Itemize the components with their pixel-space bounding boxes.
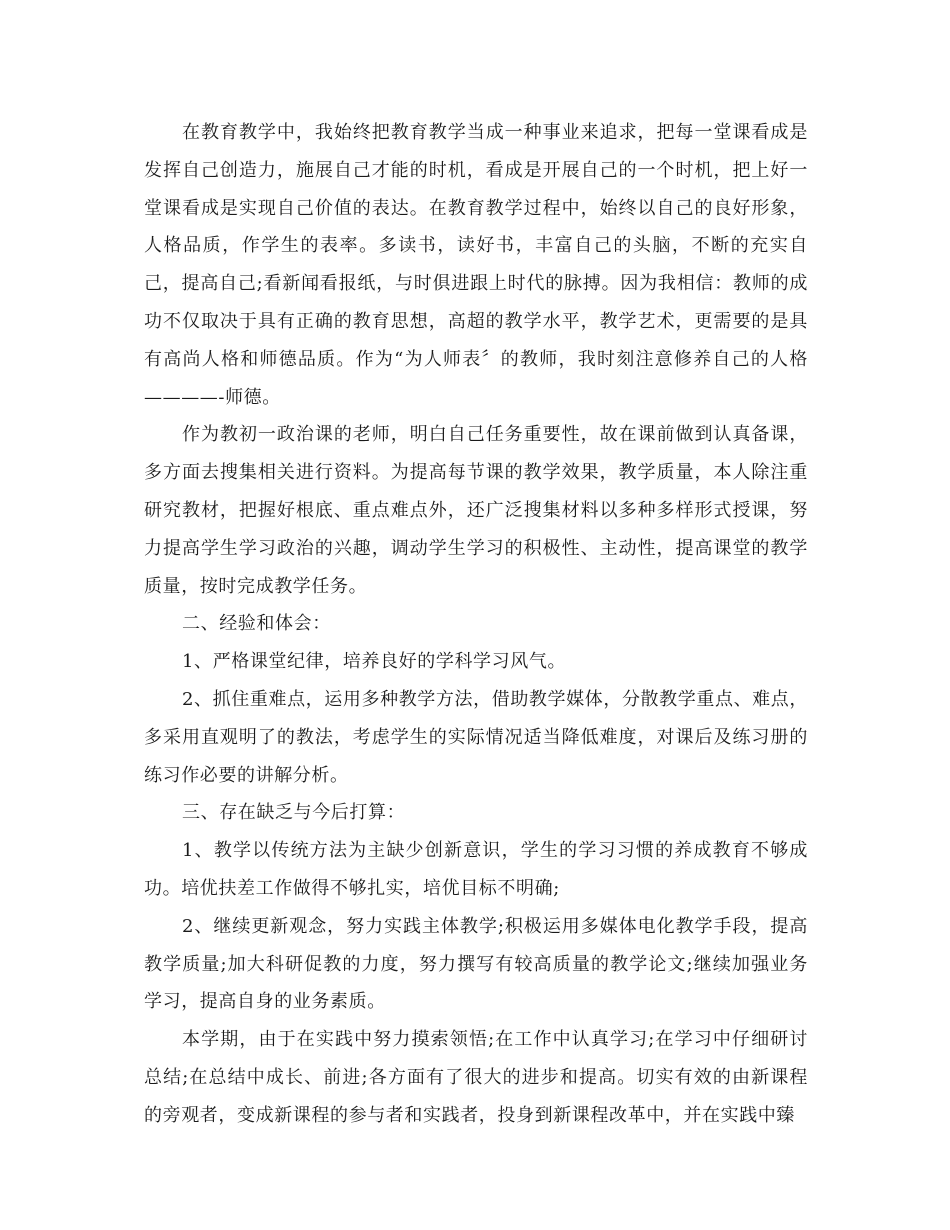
paragraph-semester-summary: 本学期，由于在实践中努力摸索领悟;在工作中认真学习;在学习中仔细研讨总结;在总结中成长、前进;各方面有了很大的进步和提高。切实有效的由新课程的旁观者，变成新课程的参与者和实践者，投身到新课程改革中，并在实践中臻 [144, 1029, 808, 1126]
list-item-plan-2: 2、继续更新观念，努力实践主体教学;积极运用多媒体电化教学手段，提高教学质量;加大科研促教的力度，努力撰写有较高质量的教学论文;继续加强业务学习，提高自身的业务素质。 [144, 915, 808, 1013]
list-item-experience-2: 2、抓住重难点，运用多种教学方法，借助教学媒体，分散教学重点、难点，多采用直观明了的教法，考虑学生的实际情况适当降低难度，对课后及练习册的练习作必要的讲解分析。 [144, 688, 808, 786]
heading-shortcomings-plans: 三、存在缺乏与今后打算： [182, 802, 406, 824]
heading-experience: 二、经验和体会： [182, 613, 331, 635]
paragraph-politics-class: 作为教初一政治课的老师，明白自己任务重要性，故在课前做到认真备课，多方面去搜集相关进行资料。为提高每节课的教学效果，教学质量，本人除注重研究教材，把握好根底、重点难点外，还广泛搜集材料以多种多样形式授课，努力提高学生学习政治的兴趣，调动学生学习的积极性、主动性，提高课堂的教学质量，按时完成教学任务。 [144, 424, 808, 597]
list-item-experience-1: 1、严格课堂纪律，培养良好的学科学习风气。 [182, 651, 567, 673]
list-item-shortcoming-1: 1、教学以传统方法为主缺少创新意识，学生的学习习惯的养成教育不够成功。培优扶差工作做得不够扎实，培优目标不明确; [144, 840, 808, 899]
paragraph-teaching-philosophy: 在教育教学中，我始终把教育教学当成一种事业来追求，把每一堂课看成是发挥自己创造力，施展自己才能的时机，看成是开展自己的一个时机，把上好一堂课看成是实现自己价值的表达。在教育教学过程中，始终以自己的良好形象，人格品质，作学生的表率。多读书，读好书，丰富自己的头脑，不断的充实自己，提高自己;看新闻看报纸，与时俱进跟上时代的脉搏。因为我相信：教师的成功不仅取决于具有正确的教育思想，高超的教学水平，教学艺术，更需要的是具有高尚人格和师德品质。作为“为人师表〞的教师，我时刻注意修养自己的人格————-师德。 [144, 122, 808, 408]
document-body [144, 114, 808, 1135]
